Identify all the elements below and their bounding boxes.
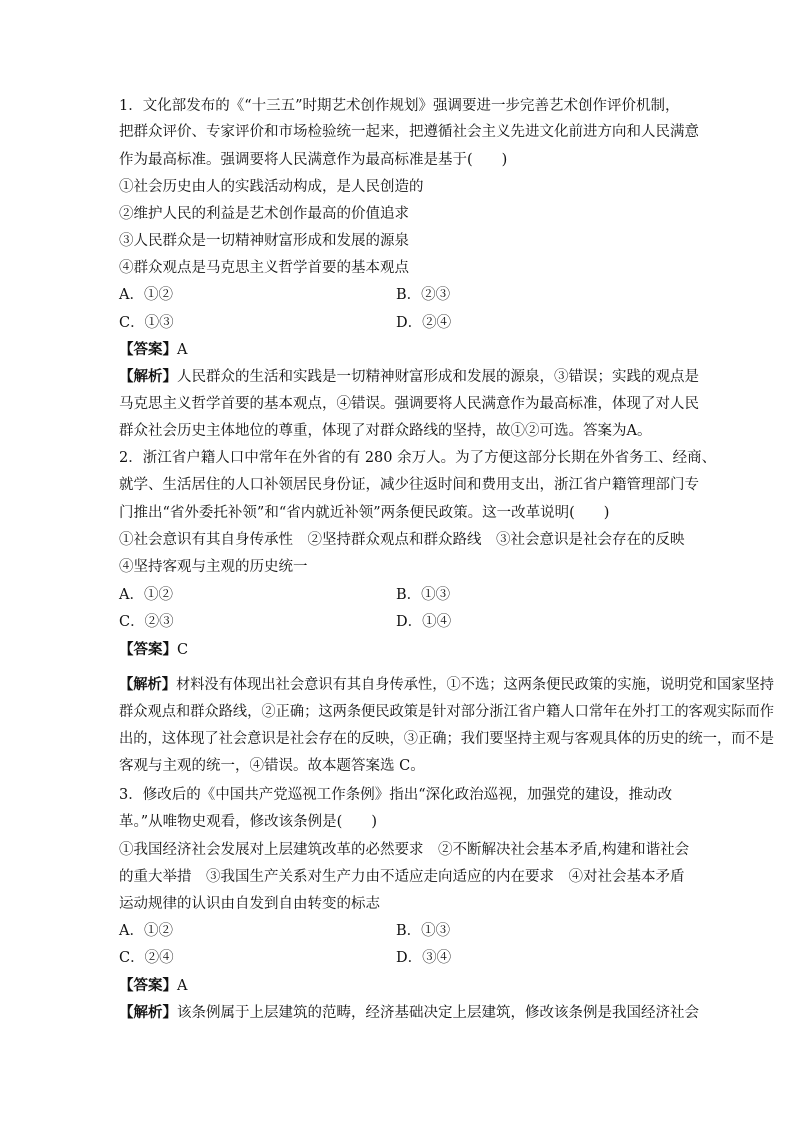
answer-tag: 【答案】 — [119, 977, 177, 994]
q1-line-1: 1．文化部发布的《“十三五”时期艺术创作规划》强调要进一步完善艺术创作评价机制， — [119, 98, 680, 114]
q3-option-c: C．②④ — [119, 950, 174, 966]
q1-statement-4: ④群众观点是马克思主义哲学首要的基本观点 — [119, 260, 409, 276]
analysis-tag: 【解析】 — [119, 676, 176, 693]
q1-line-3: 作为最高标准。强调要将人民满意作为最高标准是基于( ) — [119, 152, 508, 168]
answer-value: A — [177, 978, 188, 994]
q2-line-1: 2．浙江省户籍人口中常年在外省的有 280 余万人。为了方便这部分长期在外省务工、经商、 — [119, 450, 717, 466]
q2-analysis-1 — [119, 675, 774, 695]
q2-option-a: A．①② — [119, 587, 173, 603]
q3-line-1: 3．修改后的《中国共产党巡视工作条例》指出“深化政治巡视，加强党的建设，推动改 — [119, 787, 673, 803]
q3-answer — [119, 976, 187, 996]
q2-line-2: 就学、生活居住的人口补领居民身份证，减少往返时间和费用支出，浙江省户籍管理部门专 — [119, 477, 699, 493]
answer-value: A — [177, 342, 188, 358]
q1-option-d: D．②④ — [396, 315, 452, 331]
q1-analysis-1 — [119, 367, 699, 387]
q2-line-3: 门推出“省外委托补领”和“省内就近补领”两条便民政策。这一改革说明( ) — [119, 505, 610, 521]
analysis-tag: 【解析】 — [119, 1004, 177, 1021]
q3-option-a: A．①② — [119, 923, 173, 939]
q1-statement-1: ①社会历史由人的实践活动构成，是人民创造的 — [119, 179, 424, 195]
answer-tag: 【答案】 — [119, 641, 177, 658]
analysis-text: 人民群众的生活和实践是一切精神财富形成和发展的源泉，③错误；实践的观点是 — [177, 369, 699, 385]
q1-option-c: C．①③ — [119, 315, 174, 331]
q2-statements-2: ④坚持客观与主观的历史统一 — [119, 559, 308, 575]
analysis-tag: 【解析】 — [119, 368, 177, 385]
analysis-text: 材料没有体现出社会意识有其自身传承性，①不选；这两条便民政策的实施，说明党和国家坚持 — [175, 677, 774, 693]
q2-analysis-3: 出的，这体现了社会意识是社会存在的反映，③正确；我们要坚持主观与客观具体的历史的统一，而不是 — [119, 731, 774, 747]
q2-option-d: D．①④ — [396, 614, 452, 630]
answer-tag: 【答案】 — [119, 341, 177, 358]
q3-analysis-1 — [119, 1003, 699, 1023]
q3-statements-2: 的重大举措 ③我国生产关系对生产力由不适应走向适应的内在要求 ④对社会基本矛盾 — [119, 869, 685, 885]
answer-value: C — [177, 642, 189, 658]
q1-line-2: 把群众评价、专家评价和市场检验统一起来，把遵循社会主义先进文化前进方向和人民满意 — [119, 124, 699, 140]
analysis-text: 该条例属于上层建筑的范畴，经济基础决定上层建筑，修改该条例是我国经济社会 — [177, 1005, 699, 1021]
q3-line-2: 革。”从唯物史观看，修改该条例是( ) — [119, 814, 377, 830]
q2-analysis-2: 群众观点和群众路线，②正确；这两条便民政策是针对部分浙江省户籍人口常年在外打工的客观实际而作 — [119, 704, 774, 720]
q3-statements-3: 运动规律的认识由自发到自由转变的标志 — [119, 896, 380, 912]
q2-option-b: B．①③ — [396, 587, 451, 603]
q2-option-c: C．②③ — [119, 614, 174, 630]
q2-analysis-4: 客观与主观的统一，④错误。故本题答案选 C。 — [119, 758, 425, 774]
q1-analysis-3: 群众社会历史主体地位的尊重，体现了对群众路线的坚持，故①②可选。答案为A。 — [119, 423, 652, 439]
q2-answer — [119, 640, 188, 660]
q1-option-b: B．②③ — [396, 287, 451, 303]
q3-option-d: D．③④ — [396, 950, 452, 966]
q1-statement-3: ③人民群众是一切精神财富形成和发展的源泉 — [119, 233, 409, 249]
q3-statements-1: ①我国经济社会发展对上层建筑改革的必然要求 ②不断解决社会基本矛盾,构建和谐社会 — [119, 842, 690, 858]
q1-answer — [119, 340, 187, 360]
q1-statement-2: ②维护人民的利益是艺术创作最高的价值追求 — [119, 206, 409, 222]
q1-option-a: A．①② — [119, 287, 173, 303]
q1-analysis-2: 马克思主义哲学首要的基本观点，④错误。强调要将人民满意作为最高标准，体现了对人民 — [119, 396, 699, 412]
q3-option-b: B．①③ — [396, 923, 451, 939]
q2-statements-1: ①社会意识有其自身传承性 ②坚持群众观点和群众路线 ③社会意识是社会存在的反映 — [119, 532, 685, 548]
